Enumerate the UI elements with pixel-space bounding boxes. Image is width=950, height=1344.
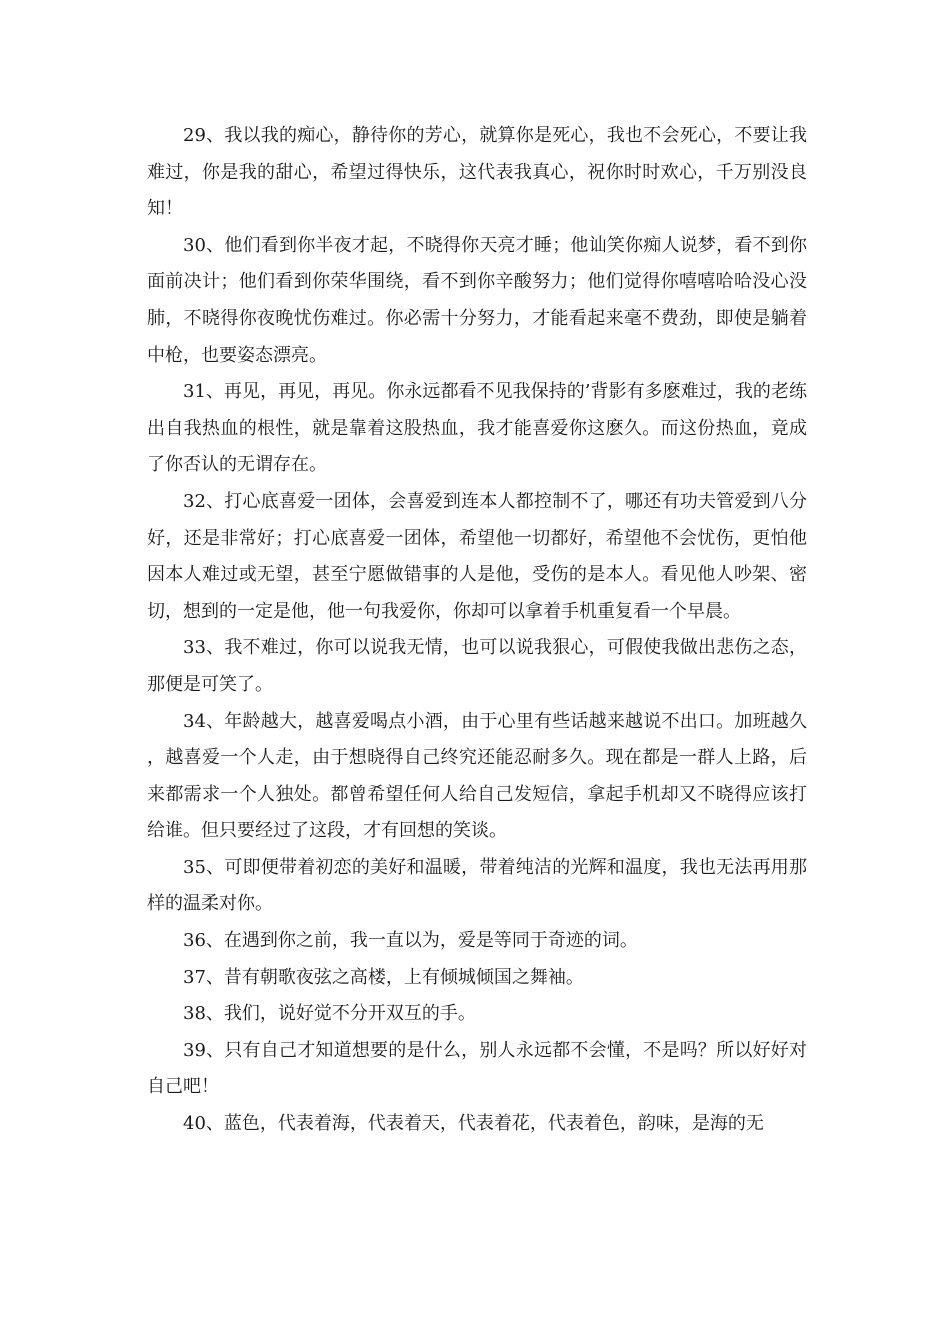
- paragraph-39: 39、只有自己才知道想要的是什么，别人永远都不会懂，不是吗？所以好好对自己吧！: [147, 1039, 807, 1098]
- paragraph-34: 34、年龄越大，越喜爱喝点小酒，由于心里有些话越来越说不出口。加班越久，越喜爱一个人走，由于想晓得自己终究还能忍耐多久。现在都是一群人上路，后来都需求一个人独处。都曾希望任何人给自己发短信，拿起手机却又不晓得应该打给谁。但只要经过了这段，才有回想的笑谈。: [147, 710, 807, 842]
- paragraph-30: 30、他们看到你半夜才起，不晓得你天亮才睡；他讪笑你痴人说梦，看不到你面前决计；他们看到你荣华围绕，看不到你辛酸努力；他们觉得你嘻嘻哈哈没心没肺，不晓得你夜晚忧伤难过。你必需十分努力，才能看起来毫不费劲，即使是躺着中枪，也要姿态漂亮。: [147, 234, 807, 366]
- paragraph-38: 38、我们，说好觉不分开双互的手。: [183, 1003, 476, 1025]
- paragraph-40: 40、蓝色，代表着海，代表着天，代表着花，代表着色，韵味，是海的无: [183, 1113, 764, 1135]
- paragraph-37: 37、昔有朝歌夜弦之高楼，上有倾城倾国之舞袖。: [183, 966, 584, 988]
- paragraph-32: 32、打心底喜爱一团体，会喜爱到连本人都控制不了，哪还有功夫管爱到八分好，还是非常好；打心底喜爱一团体，希望他一切都好，希望他不会忧伤，更怕他因本人难过或无望，甚至宁愿做错事的人是他，受伤的是本人。看见他人吵架、密切，想到的一定是他，他一句我爱你，你却可以拿着手机重复看一个早晨。: [147, 490, 807, 622]
- paragraph-35: 35、可即便带着初恋的美好和温暖，带着纯洁的光辉和温度，我也无法再用那样的温柔对你。: [147, 856, 807, 915]
- document-body: [147, 118, 807, 1143]
- paragraph-33: 33、我不难过，你可以说我无情，也可以说我狠心，可假使我做出悲伤之态，那便是可笑了。: [147, 637, 807, 695]
- paragraph-36: 36、在遇到你之前，我一直以为，爱是等同于奇迹的词。: [183, 930, 638, 952]
- paragraph-29: 29、我以我的痴心，静待你的芳心，就算你是死心，我也不会死心，不要让我难过，你是我的甜心，希望过得快乐，这代表我真心，祝你时时欢心，千万别没良知！: [147, 125, 807, 220]
- paragraph-31: 31、再见，再见，再见。你永远都看不见我保持的’背影有多麽难过，我的老练出自我热血的根性，就是靠着这股热血，我才能喜爱你这麽久。而这份热血，竟成了你否认的无谓存在。: [147, 381, 807, 476]
